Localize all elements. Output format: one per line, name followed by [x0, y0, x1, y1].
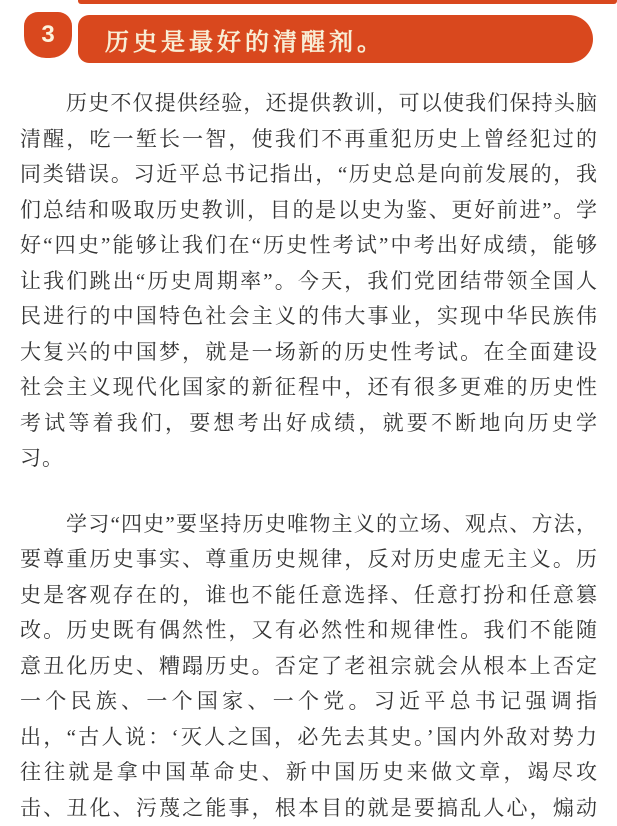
text-line: 改。历史既有偶然性，又有必然性和规律性。我们不能随 — [20, 618, 598, 642]
section-number-badge — [24, 12, 72, 58]
text-line: 们总结和吸取历史教训，目的是以史为鉴、更好前进”。学 — [20, 197, 598, 222]
body-text — [20, 86, 598, 826]
text-line: 清醒，吃一堑长一智，使我们不再重犯历史上曾经犯过的 — [20, 126, 598, 151]
text-line: 出，“古人说：‘灭人之国，必先去其史。’国内外敌对势力 — [20, 724, 598, 749]
text-line: 一个民族、一个国家、一个党。习近平总书记强调指 — [20, 689, 598, 713]
paragraph — [20, 86, 598, 477]
top-edge-red-strip — [78, 0, 617, 4]
text-line: 击、丑化、污蔑之能事，根本目的就是要搞乱人心，煽动 — [20, 795, 598, 820]
paragraph — [20, 507, 598, 826]
section-title-bar — [78, 15, 593, 63]
text-line: 大复兴的中国梦，就是一场新的历史性考试。在全面建设 — [20, 339, 598, 364]
text-line: 往往就是拿中国革命史、新中国历史来做文章，竭尽攻 — [20, 760, 598, 784]
section-title: 历史是最好的清醒剂。 — [105, 29, 385, 56]
text-line: 考试等着我们，要想考出好成绩，就要不断地向历史学 — [20, 410, 598, 435]
text-line: 民进行的中国特色社会主义的伟大事业，实现中华民族伟 — [20, 304, 598, 328]
text-line: 要尊重历史事实、尊重历史规律，反对历史虚无主义。历 — [20, 547, 598, 571]
text-line: 好“四史”能够让我们在“历史性考试”中考出好成绩，能够 — [20, 233, 598, 257]
text-line: 同类错误。习近平总书记指出，“历史总是向前发展的，我 — [20, 162, 598, 186]
text-line: 历史不仅提供经验，还提供教训，可以使我们保持头脑 — [66, 91, 598, 115]
text-line: 习。 — [20, 446, 64, 470]
text-line: 史是客观存在的，谁也不能任意选择、任意打扮和任意篡 — [20, 582, 598, 607]
section-number: 3 — [41, 21, 55, 48]
text-line: 让我们跳出“历史周期率”。今天，我们党团结带领全国人 — [20, 268, 598, 293]
text-line: 学习“四史”要坚持历史唯物主义的立场、观点、方法， — [66, 511, 598, 536]
text-line: 意丑化历史、糟蹋历史。否定了老祖宗就会从根本上否定 — [20, 653, 598, 678]
text-line: 社会主义现代化国家的新征程中，还有很多更难的历史性 — [20, 375, 598, 399]
